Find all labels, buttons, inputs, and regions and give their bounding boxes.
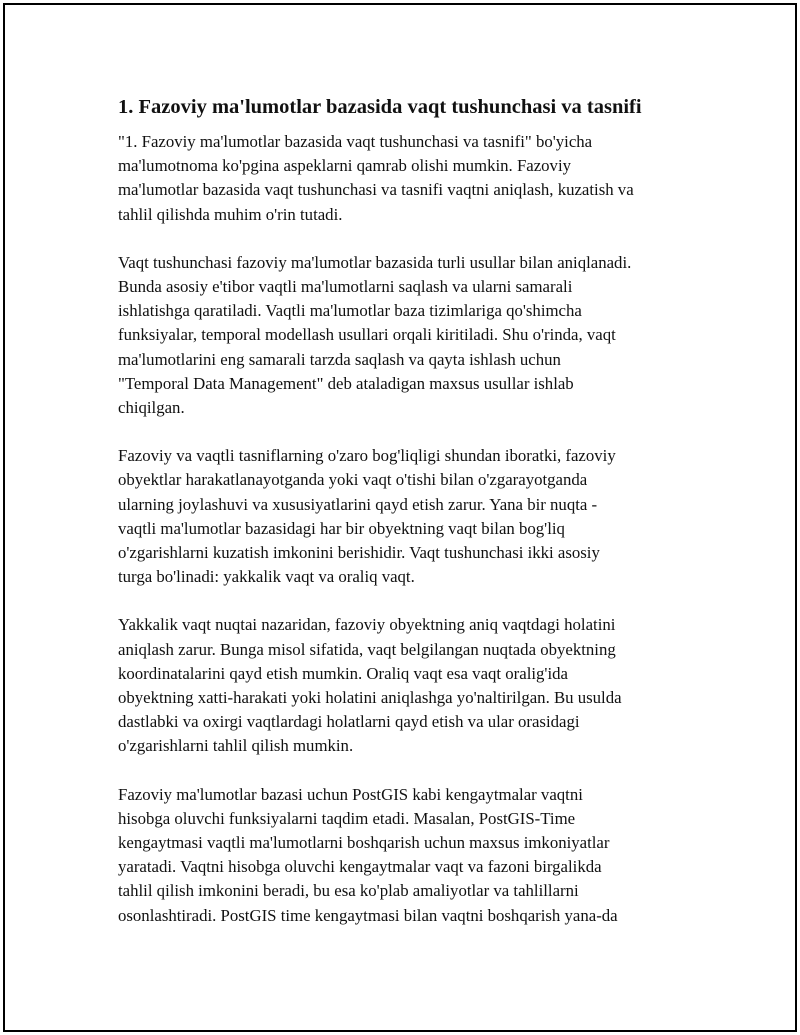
document-title: 1. Fazoviy ma'lumotlar bazasida vaqt tushunchasi va tasnifi [118,96,642,118]
paragraph-2: Vaqt tushunchasi fazoviy ma'lumotlar bazasida turli usullar bilan aniqlanadi. Bunda asosiy e'tibor vaqtli ma'lumotlarni saqlash va ularni samarali ishlatishga qaratiladi. Vaqtli ma'lumotlar baza tizimlariga qo'shimcha funksiyalar, temporal modellash usullari orqali kiritiladi. Shu o'rinda, vaqt ma'lumotlarini eng samarali tarzda saqlash va qayta ishlash uchun "Temporal Data Management" deb ataladigan maxsus usullar ishlab chiqilgan. [118,252,632,418]
paragraph-3: Fazoviy va vaqtli tasniflarning o'zaro bog'liqligi shundan iboratki, fazoviy obyektlar harakatlanayotganda yoki vaqt o'tishi bilan o'zgarayotganda ularning joylashuvi va xususiyatlarini qayd etish zarur. Yana bir nuqta - vaqtli ma'lumotlar bazasidagi har bir obyektning vaqt bilan bog'liq o'zgarishlarni kuzatish imkonini berishidir. Vaqt tushunchasi ikki asosiy turga bo'linadi: yakkalik vaqt va oraliq vaqt. [118,446,616,587]
document-body [118,92,693,952]
paragraph-1: "1. Fazoviy ma'lumotlar bazasida vaqt tushunchasi va tasnifi" bo'yicha ma'lumotnoma ko'pgina aspeklarni qamrab olishi mumkin. Fazoviy ma'lumotlar bazasida vaqt tushunchasi va tasnifi vaqtni aniqlash, kuzatish va tahlil qilishda muhim o'rin tutadi. [118,132,634,224]
paragraph-4: Yakkalik vaqt nuqtai nazaridan, fazoviy obyektning aniq vaqtdagi holatini aniqlash zarur. Bunga misol sifatida, vaqt belgilangan nuqtada obyektning koordinatalarini qayd etish mumkin. Oraliq vaqt esa vaqt oralig'ida obyektning xatti-harakati yoki holatini aniqlashga yo'naltirilgan. Bu usulda dastlabki va oxirgi vaqtlardagi holatlarni qayd etish va ular orasidagi o'zgarishlarni tahlil qilish mumkin. [118,615,622,756]
paragraph-5: Fazoviy ma'lumotlar bazasi uchun PostGIS kabi kengaytmalar vaqtni hisobga oluvchi funksiyalarni taqdim etadi. Masalan, PostGIS-Time kengaytmasi vaqtli ma'lumotlarni boshqarish uchun maxsus imkoniyatlar yaratadi. Vaqtni hisobga oluvchi kengaytmalar vaqt va fazoni birgalikda tahlil qilish imkonini beradi, bu esa ko'plab amaliyotlar va tahlillarni osonlashtiradi. PostGIS time kengaytmasi bilan vaqtni boshqarish yana-da [118,784,618,925]
